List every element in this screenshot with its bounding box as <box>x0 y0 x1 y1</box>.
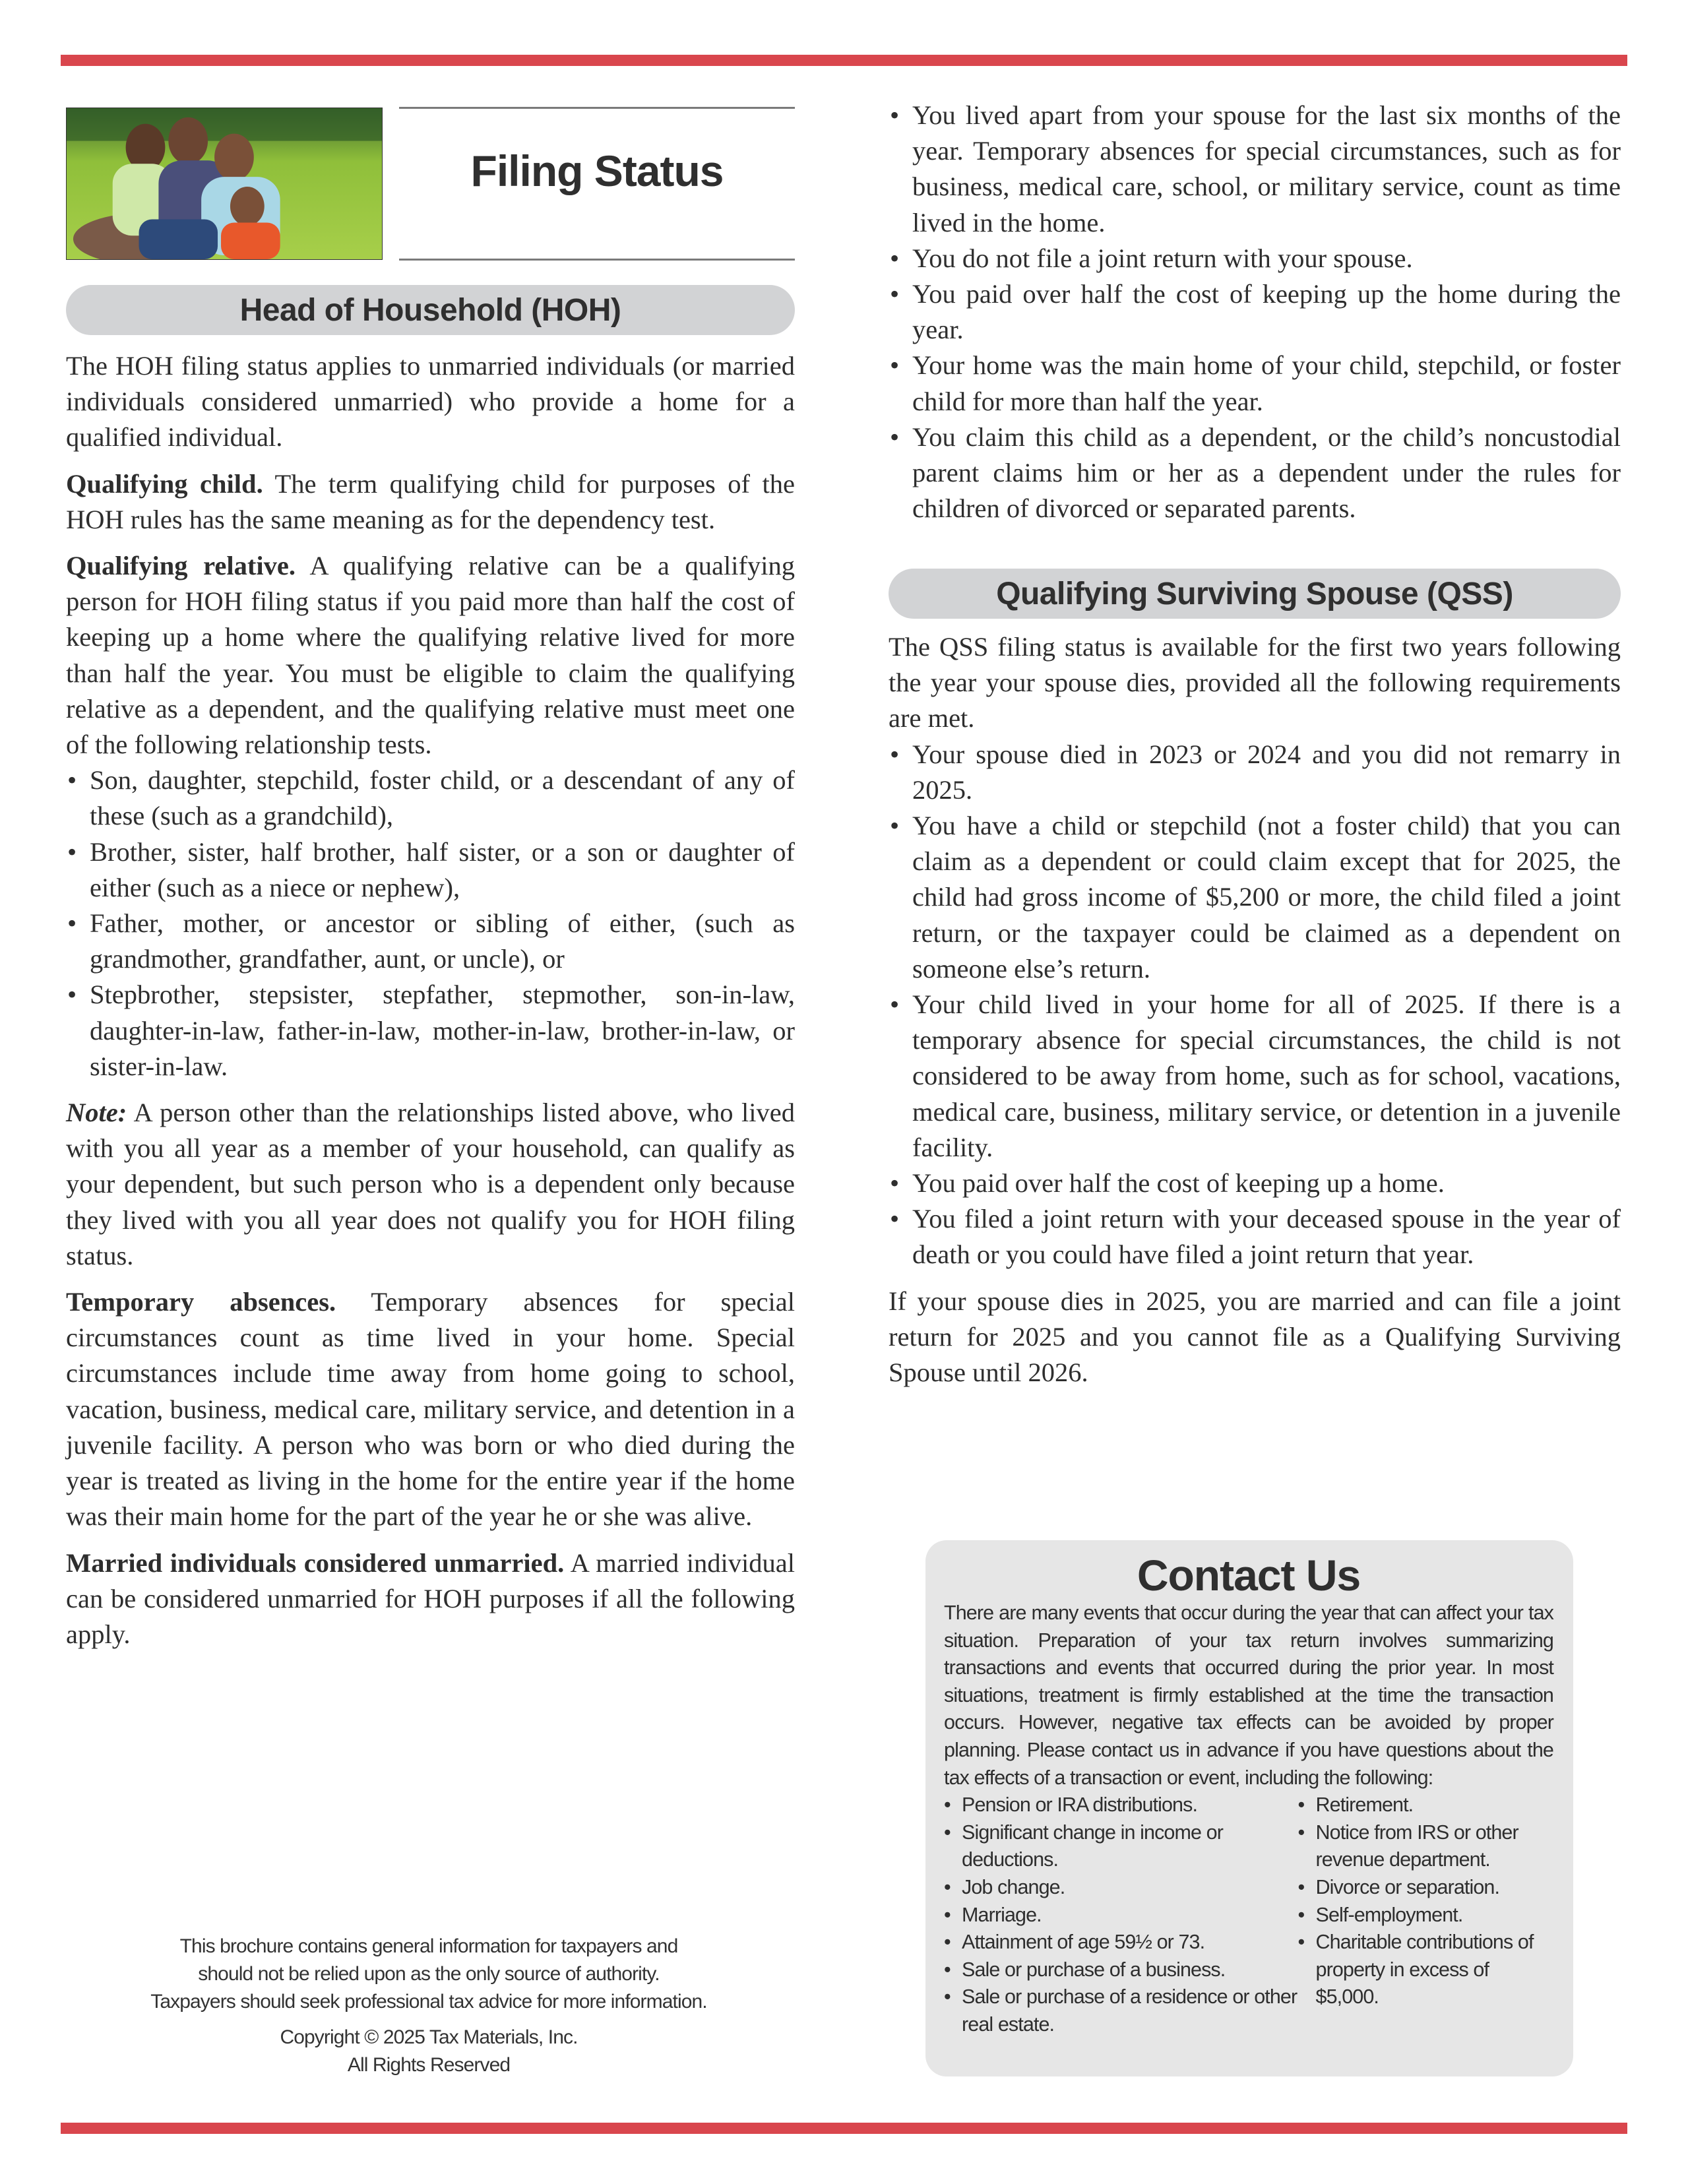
qualifying-child-label: Qualifying child. <box>66 468 263 499</box>
temporary-absences-label: Temporary absences. <box>66 1287 336 1317</box>
qualifying-child-text: The term qualifying child for purposes of the HOH rules has the same meaning as for the dependency test. <box>66 468 795 534</box>
list-item: • Notice from IRS or other revenue department. <box>1298 1819 1553 1874</box>
married-unmarried-label: Married individuals considered unmarried. <box>66 1547 565 1578</box>
hoh-section-heading: Head of Household (HOH) <box>66 285 795 335</box>
list-item: • Attainment of age 59½ or 73. <box>944 1929 1298 1956</box>
list-item: • Your home was the main home of your child, stepchild, or foster child for more than half the year. <box>889 348 1621 419</box>
list-item: • Marriage. <box>944 1902 1298 1929</box>
list-item: • Significant change in income or deductions. <box>944 1819 1298 1874</box>
qss-intro: The QSS filing status is available for the first two years following the year your spouse dies, provided all the following requirements are met. <box>889 632 1621 733</box>
list-item: • You paid over half the cost of keeping up a home. <box>889 1166 1621 1201</box>
hoh-intro: The HOH filing status applies to unmarried individuals (or married individuals considered unmarried) who provide a home for a qualified individual. <box>66 351 795 452</box>
disclaimer-line: Taxpayers should seek professional tax advice for more information. <box>150 1991 707 2012</box>
disclaimer-line: This brochure contains general information for taxpayers and <box>179 1935 678 1957</box>
married-unmarried-paragraph <box>66 1545 795 1653</box>
list-item: • You lived apart from your spouse for the last six months of the year. Temporary absences for special circumstances, such as for business, medical care, school, or military service, count as time lived in the home. <box>889 98 1621 241</box>
contact-us-body: There are many events that occur during the year that can affect your tax situation. Preparation of your tax return involves summarizing transactions and events that occurred during the prior year. In most situations, treatment is firmly established at the time the transaction occurs. However, negative tax effects can be avoided by proper planning. Please contact us in advance if you have questions about the tax effects of a transaction or event, including the following: <box>944 1602 1553 1789</box>
qualifying-child-paragraph <box>66 466 795 538</box>
list-item: • You do not file a joint return with your spouse. <box>889 241 1621 276</box>
rights-line: All Rights Reserved <box>347 2054 511 2076</box>
list-item: • Sale or purchase of a business. <box>944 1956 1298 1984</box>
bottom-accent-bar <box>61 2123 1627 2134</box>
copyright <box>99 2024 759 2079</box>
qualifying-relative-paragraph <box>66 548 795 763</box>
family-photo-illustration <box>67 108 382 259</box>
list-item: • Brother, sister, half brother, half sister, or a son or daughter of either (such as a niece or nephew), <box>66 834 795 906</box>
list-item: • Your spouse died in 2023 or 2024 and you did not remarry in 2025. <box>889 737 1621 808</box>
note-text: A person other than the relationships listed above, who lived with you all year as a member of your household, can qualify as your dependent, but such person who is a dependent only because they lived with you all year does not qualify you for HOH filing status. <box>66 1098 795 1270</box>
contact-us-title: Contact Us <box>1137 1551 1361 1600</box>
temporary-absences-paragraph <box>66 1284 795 1534</box>
married-unmarried-text: A married individual can be considered unmarried for HOH purposes if all the following apply. <box>66 1547 795 1649</box>
list-item: • Charitable contributions of property in excess of $5,000. <box>1298 1929 1553 2011</box>
disclaimer-line: should not be relied upon as the only source of authority. <box>198 1963 660 1985</box>
top-accent-bar <box>61 55 1627 66</box>
note-label: Note: <box>66 1098 127 1128</box>
title-rule-bottom <box>399 259 795 261</box>
list-item: • Your child lived in your home for all of 2025. If there is a temporary absence for special circumstances, the child is not considered to be away from home, such as for school, vacations, medical care, business, military service, or detention in a juvenile facility. <box>889 987 1621 1166</box>
hoh-continued-column <box>889 98 1621 537</box>
contact-events-column-2 <box>1298 1792 1553 2038</box>
list-item: • Son, daughter, stepchild, foster child, or a descendant of any of these (such as a grandchild), <box>66 763 795 834</box>
list-item: • Stepbrother, stepsister, stepfather, stepmother, son-in-law, daughter-in-law, father-in-law, mother-in-law, brother-in-law, or sister-in-law. <box>66 977 795 1084</box>
list-item: • You paid over half the cost of keeping up the home during the year. <box>889 276 1621 348</box>
hoh-left-column <box>66 348 795 1663</box>
list-item: • You have a child or stepchild (not a foster child) that you can claim as a dependent or could claim except that for 2025, the child had gross income of $5,200 or more, the child filed a joint return, or the taxpayer could be claimed as a dependent on someone else’s return. <box>889 808 1621 987</box>
note-paragraph <box>66 1095 795 1274</box>
title-rule-top <box>399 107 795 109</box>
family-photo-icon <box>66 108 383 260</box>
list-item: • Retirement. <box>1298 1792 1553 1819</box>
page-title: Filing Status <box>470 146 724 195</box>
qualifying-relative-label: Qualifying relative. <box>66 551 296 581</box>
list-item: • You claim this child as a dependent, or the child’s noncustodial parent claims him or her as a dependent under the rules for children of divorced or separated parents. <box>889 420 1621 527</box>
qualifying-relative-text: A qualifying relative can be a qualifying person for HOH filing status if you paid more than half the cost of keeping up a home where the qualifying relative lived for more than half the year. You must be eligible to claim the qualifying relative as a dependent, and the qualifying relative must meet one of the following relationship tests. <box>66 551 795 760</box>
qss-column <box>889 629 1621 1401</box>
list-item: • You filed a joint return with your deceased spouse in the year of death or you could have filed a joint return that year. <box>889 1201 1621 1272</box>
married-conditions-list <box>889 98 1621 526</box>
list-item: • Pension or IRA distributions. <box>944 1792 1298 1819</box>
qss-section-heading: Qualifying Surviving Spouse (QSS) <box>889 569 1621 619</box>
list-item: • Father, mother, or ancestor or sibling of either, (such as grandmother, grandfather, aunt, or uncle), or <box>66 906 795 977</box>
list-item: • Divorce or separation. <box>1298 1874 1553 1902</box>
temporary-absences-text: Temporary absences for special circumstances count as time lived in your home. Special circumstances include time away from home going to school, vacation, business, medical care, military service, and detention in a juvenile facility. A person who was born or who died during the year is treated as living in the home for the entire year if the home was their main home for the part of the year he or she was alive. <box>66 1287 796 1532</box>
qss-closing: If your spouse dies in 2025, you are married and can file a joint return for 2025 and you cannot file as a Qualifying Surviving Spouse until 2026. <box>889 1286 1621 1388</box>
list-item: • Self-employment. <box>1298 1902 1553 1929</box>
copyright-line: Copyright © 2025 Tax Materials, Inc. <box>280 2026 578 2048</box>
relationship-tests-list <box>66 763 795 1084</box>
list-item: • Sale or purchase of a residence or other real estate. <box>944 1983 1298 2038</box>
disclaimer <box>99 1933 759 2016</box>
qss-requirements-list <box>889 737 1621 1273</box>
contact-events-lists <box>944 1792 1553 2038</box>
contact-events-column-1 <box>944 1792 1298 2038</box>
list-item: • Job change. <box>944 1874 1298 1902</box>
contact-us-box <box>925 1540 1573 2076</box>
